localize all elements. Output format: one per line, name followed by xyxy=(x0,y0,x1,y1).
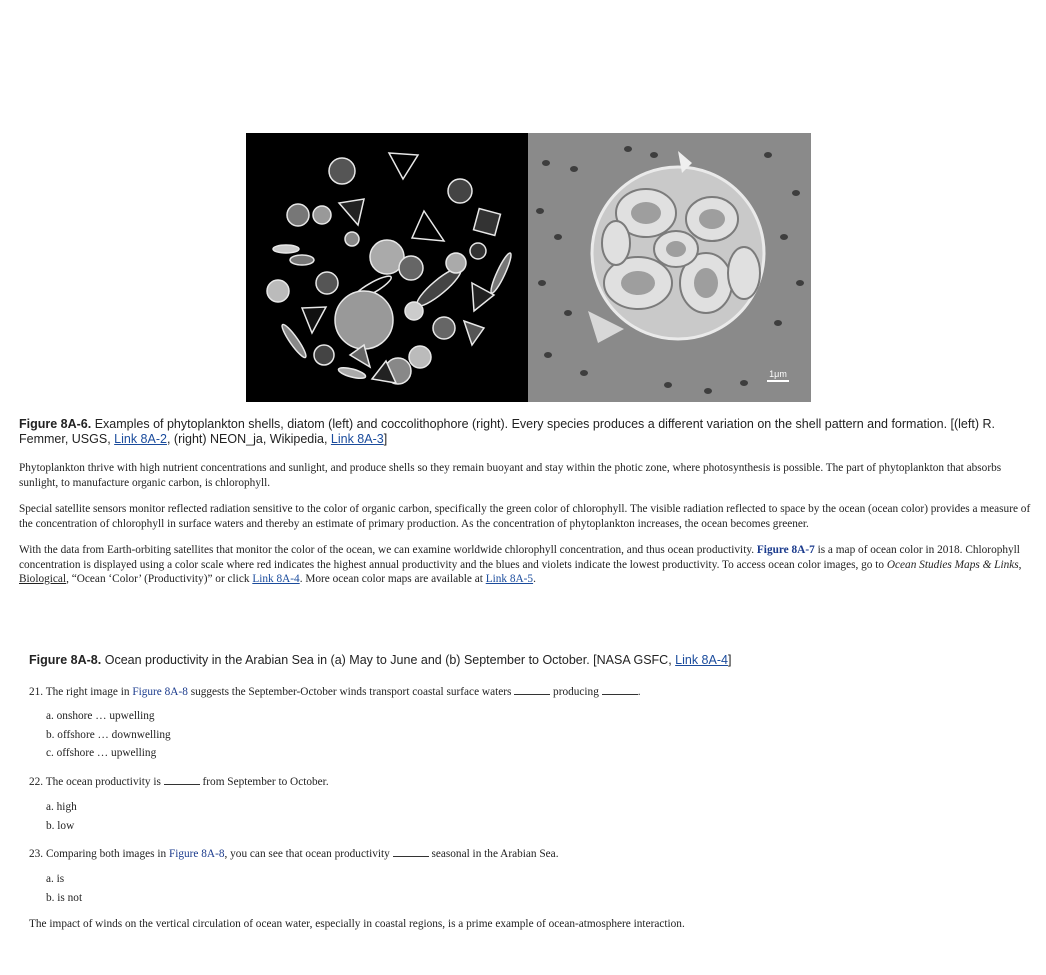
q21-text-d: . xyxy=(637,686,641,698)
figure-8a-6-image xyxy=(246,133,811,402)
figure-8a-6-caption-end: ] xyxy=(383,432,388,446)
q23-figure-ref[interactable]: Figure 8A-8 xyxy=(168,848,225,860)
q22-blank[interactable] xyxy=(164,774,200,785)
q21-option-b[interactable]: b. offshore … downwelling xyxy=(46,729,171,741)
question-22 xyxy=(29,774,329,788)
q23-text-c: seasonal in the Arabian Sea. xyxy=(428,848,559,860)
figure-8a-8-label: Figure 8A-8. xyxy=(29,653,102,667)
biological-ref: Biological xyxy=(19,573,67,585)
figure-8a-8-caption-end: ] xyxy=(727,653,732,667)
q23-text-b: , you can see that ocean productivity xyxy=(224,848,393,860)
link-8a-4[interactable]: Link 8A-4 xyxy=(252,573,300,585)
q22-option-a[interactable]: a. high xyxy=(46,801,77,813)
question-23 xyxy=(29,846,559,860)
paragraph-satellite-sensors: Special satellite sensors monitor reflected radiation sensitive to the color of organic carbon, specifically the green color of chlorophyll. The visible radiation reflected to space by the ocean (ocean color) provides a measure of the concentration of chlorophyll in surface waters and thereby an estimate of primary production. As the concentration of phytoplankton increases, the ocean becomes greener. xyxy=(19,503,1031,530)
paragraph-phytoplankton: Phytoplankton thrive with high nutrient concentrations and sunlight, and produce shells so they remain buoyant and stay within the photic zone, where photosynthesis is possible. The part of phytoplankton that absorbs sunlight, to manufacture organic carbon, is chlorophyll. xyxy=(19,462,1002,489)
figure-8a-6-caption-mid: , (right) NEON_ja, Wikipedia, xyxy=(166,432,331,446)
scale-label: 1μm xyxy=(769,369,787,379)
link-8a-5[interactable]: Link 8A-5 xyxy=(485,573,534,585)
figure-8a-7-ref[interactable]: Figure 8A-7 xyxy=(756,544,815,556)
figure-8a-6-label: Figure 8A-6. xyxy=(19,417,92,431)
q21-text-c: producing xyxy=(550,686,602,698)
coccolithophore-photo xyxy=(528,133,811,402)
link-8a-2[interactable]: Link 8A-2 xyxy=(114,432,167,446)
scale-bar xyxy=(767,369,789,382)
link-8a-3[interactable]: Link 8A-3 xyxy=(330,432,384,446)
link-8a-4-caption[interactable]: Link 8A-4 xyxy=(675,653,728,667)
diatom-illustration xyxy=(246,133,528,402)
q21-figure-ref[interactable]: Figure 8A-8 xyxy=(132,686,188,698)
p3-text-f: . xyxy=(533,573,536,585)
q21-text-a: 21. The right image in xyxy=(29,686,133,698)
p3-text-e: . More ocean color maps are available at xyxy=(299,573,486,585)
figure-8a-8-caption xyxy=(29,653,1029,668)
figure-8a-6-caption-text: Examples of phytoplankton shells, diatom (left) and coccolithophore (right). Every species produces a different variation on the shell pattern and formation. [(left) R. Femmer, USGS, xyxy=(19,417,995,446)
q23-option-b[interactable]: b. is not xyxy=(46,892,83,904)
coccolithophore-illustration xyxy=(528,133,811,402)
paragraph-satellite-data xyxy=(19,543,1039,587)
q21-option-a[interactable]: a. onshore … upwelling xyxy=(46,710,155,722)
q22-option-b[interactable]: b. low xyxy=(46,820,75,832)
p3-text-d: , “Ocean ‘Color’ (Productivity)” or click xyxy=(66,573,253,585)
q21-text-b: suggests the September-October winds transport coastal surface waters xyxy=(187,686,515,698)
p3-text-b: is a map of ocean color in 2018. Chlorophyll concentration is displayed using a color scale where red indicates the highest annual productivity and the blues and violets indicate the lowest productivity. To access ocean color images, go to xyxy=(19,544,1020,571)
q21-blank-2[interactable] xyxy=(602,684,638,695)
q23-option-a[interactable]: a. is xyxy=(46,873,65,885)
p3-text-c: , xyxy=(1018,558,1022,571)
question-21 xyxy=(29,684,641,698)
scale-bar-line xyxy=(767,380,789,382)
figure-8a-6-caption xyxy=(19,417,1029,447)
q21-blank-1[interactable] xyxy=(514,684,550,695)
ocean-studies-ref: Ocean Studies Maps & Links xyxy=(886,558,1019,571)
p3-text-a: With the data from Earth-orbiting satellites that monitor the color of the ocean, we can examine worldwide chlorophyll concentration, and thus ocean productivity. xyxy=(19,544,757,556)
closing-paragraph: The impact of winds on the vertical circulation of ocean water, especially in coastal regions, is a prime example of ocean-atmosphere interaction. xyxy=(29,918,685,930)
q22-text-a: 22. The ocean productivity is xyxy=(29,776,164,788)
q23-blank[interactable] xyxy=(393,846,429,857)
figure-8a-8-caption-text: Ocean productivity in the Arabian Sea in (a) May to June and (b) September to October. [NASA GSFC, xyxy=(101,653,676,667)
diatom-photo xyxy=(246,133,528,402)
q21-option-c[interactable]: c. offshore … upwelling xyxy=(46,747,157,759)
q22-text-b: from September to October. xyxy=(199,776,329,788)
q23-text-a: 23. Comparing both images in xyxy=(29,848,169,860)
